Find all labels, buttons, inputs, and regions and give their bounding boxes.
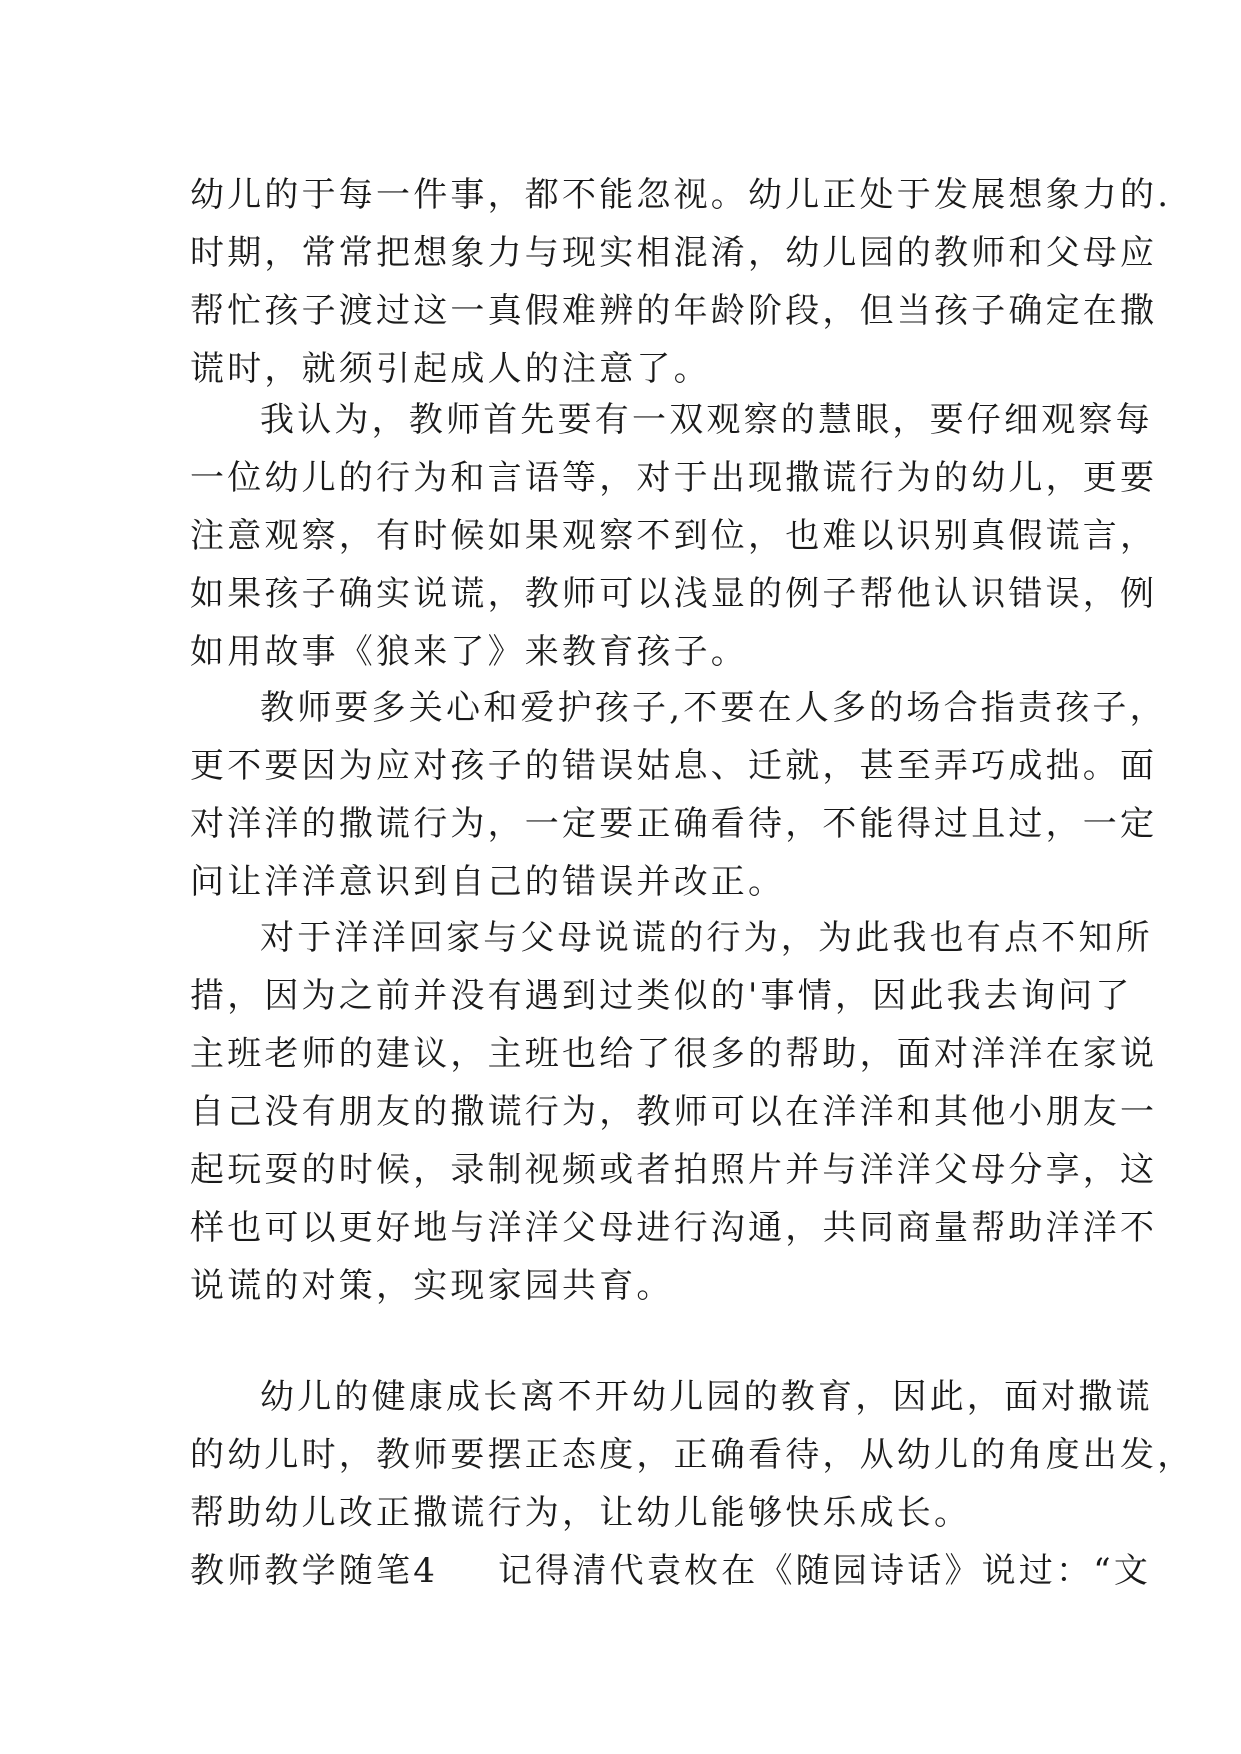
text-line: 说谎的对策，实现家园共育。 [190,1266,674,1306]
section-heading-line [190,1542,1152,1600]
text-line: 主班老师的建议，主班也给了很多的帮助，面对洋洋在家说 [190,1034,1158,1074]
text-line: 时期，常常把想象力与现实相混淆，幼儿园的教师和父母应 [190,233,1158,273]
section-heading: 教师教学随笔4 [190,1551,439,1591]
text-line: 如果孩子确实说谎，教师可以浅显的例子帮他认识错误，例 [190,574,1158,614]
text-line: 帮忙孩子渡过这一真假难辨的年龄阶段，但当孩子确定在撒 [190,291,1158,331]
text-line: 谎时，就须引起成人的注意了。 [190,349,711,389]
text-line: 自己没有朋友的撒谎行为，教师可以在洋洋和其他小朋友一 [190,1092,1158,1132]
paragraph-4 [190,909,1158,1315]
text-line: 幼儿的于每一件事，都不能忽视。幼儿正处于发展想象力的. [190,175,1172,215]
text-line: 对于洋洋回家与父母说谎的行为，为此我也有点不知所 [260,918,1153,958]
section-opening-text: 记得清代袁枚在《随园诗话》说过：“文 [498,1551,1152,1591]
text-line: 帮助幼儿改正撒谎行为，让幼儿能够快乐成长。 [190,1493,972,1533]
text-line: 措，因为之前并没有遇到过类似的'事情，因此我去询问了 [190,976,1133,1016]
paragraph-1 [190,166,1172,398]
text-line: 我认为，教师首先要有一双观察的慧眼，要仔细观察每 [260,400,1153,440]
text-line: 幼儿的健康成长离不开幼儿园的教育，因此，面对撒谎 [260,1377,1153,1417]
paragraph-2 [190,391,1158,681]
text-line: 注意观察，有时候如果观察不到位，也难以识别真假谎言， [190,516,1158,556]
paragraph-5 [190,1368,1195,1542]
text-line: 对洋洋的撒谎行为，一定要正确看待，不能得过且过，一定 [190,804,1158,844]
text-line: 的幼儿时，教师要摆正态度，正确看待，从幼儿的角度出发， [190,1435,1195,1475]
text-line: 一位幼儿的行为和言语等，对于出现撒谎行为的幼儿，更要 [190,458,1158,498]
text-line: 问让洋洋意识到自己的错误并改正。 [190,862,786,902]
text-line: 如用故事《狼来了》来教育孩子。 [190,632,748,672]
paragraph-3 [190,679,1167,911]
text-line: 起玩耍的时候，录制视频或者拍照片并与洋洋父母分享，这 [190,1150,1158,1190]
text-line: 教师要多关心和爱护孩子,不要在人多的场合指责孩子， [260,688,1167,728]
text-line: 样也可以更好地与洋洋父母进行沟通，共同商量帮助洋洋不 [190,1208,1158,1248]
text-line: 更不要因为应对孩子的错误姑息、迁就，甚至弄巧成拙。面 [190,746,1158,786]
